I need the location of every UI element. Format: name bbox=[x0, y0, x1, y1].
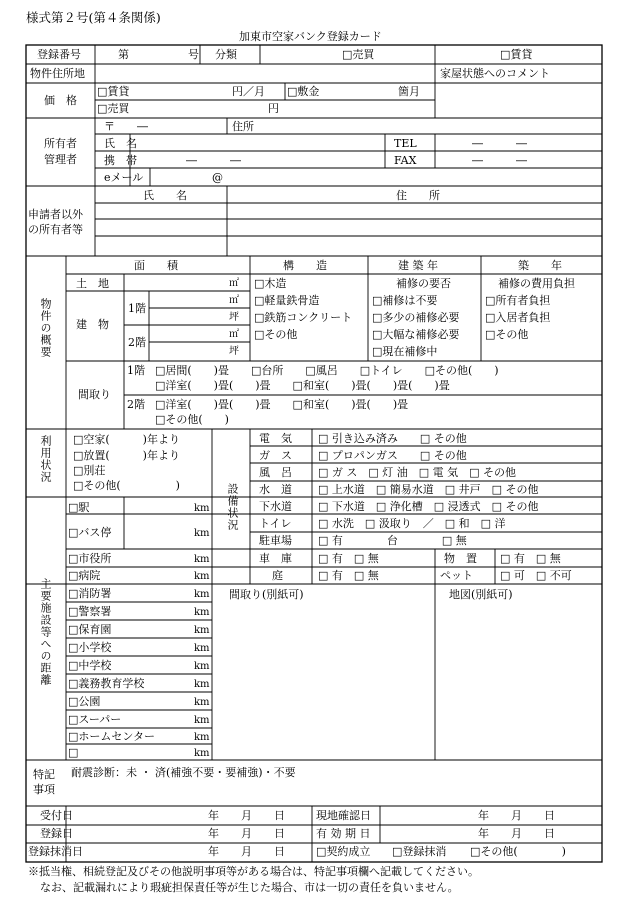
supermarket-checkbox[interactable]: □スーパー bbox=[68, 713, 122, 726]
area-header: 面 積 bbox=[134, 259, 178, 272]
form-number: 様式第２号(第４条関係) bbox=[26, 10, 161, 25]
cost-other-checkbox[interactable]: □その他 bbox=[485, 328, 529, 341]
floorplan-sketch-label: 間取り(別紙可) bbox=[229, 588, 304, 601]
tel-dash: ― ― bbox=[472, 137, 527, 150]
age-header: 築 年 bbox=[518, 259, 562, 272]
vacant-checkbox[interactable]: □空家( )年より bbox=[73, 433, 180, 446]
receipt-date-label: 受付日 bbox=[40, 809, 73, 822]
address-label: 物件住所地 bbox=[30, 67, 85, 80]
km-unit: km bbox=[194, 697, 210, 708]
fax-label: FAX bbox=[394, 154, 417, 167]
hospital-checkbox[interactable]: □病院 bbox=[68, 569, 101, 582]
land-m2: ㎡ bbox=[229, 278, 239, 289]
others-address-header: 住 所 bbox=[396, 189, 440, 202]
owner-name-label: 氏 名 bbox=[104, 137, 137, 150]
expiry-label: 有 効 期 日 bbox=[316, 827, 371, 840]
floor1-m2: ㎡ bbox=[229, 295, 239, 306]
wood-checkbox[interactable]: □木造 bbox=[254, 277, 287, 290]
home-center-checkbox[interactable]: □ホームセンター bbox=[68, 730, 155, 743]
police-checkbox[interactable]: □警察署 bbox=[68, 605, 112, 618]
manager-label: 管理者 bbox=[44, 153, 77, 166]
storage-value[interactable]: □ 有 □ 無 bbox=[500, 552, 561, 565]
fire-station-checkbox[interactable]: □消防署 bbox=[68, 587, 112, 600]
months-label: 箇月 bbox=[398, 85, 420, 98]
deregister-checkbox[interactable]: □登録抹消 bbox=[392, 845, 447, 858]
facility-value[interactable]: □ ガ ス □ 灯 油 □ 電 気 □ その他 bbox=[318, 466, 517, 479]
category-label: 分類 bbox=[215, 48, 237, 61]
site-check-date: 年 月 日 bbox=[478, 809, 555, 822]
land-label: 土 地 bbox=[76, 277, 109, 290]
km-unit: km bbox=[194, 571, 210, 582]
storage-label: 物 置 bbox=[444, 552, 477, 565]
go-label: 号 bbox=[188, 48, 199, 61]
blank-facility-checkbox[interactable]: □ bbox=[68, 746, 79, 759]
rc-checkbox[interactable]: □鉄筋コンクリート bbox=[254, 311, 353, 324]
facility-value[interactable]: □ 有 台 □ 無 bbox=[318, 534, 467, 547]
repair-need-header: 補修の要否 bbox=[396, 277, 451, 290]
registration-date-label: 登録日 bbox=[40, 827, 73, 840]
deregistration-label: 登録抹消日 bbox=[28, 845, 83, 858]
distance-label: 主要施設等への距離 bbox=[39, 578, 52, 686]
facility-name: 水 道 bbox=[259, 483, 292, 496]
contract-checkbox[interactable]: □契約成立 bbox=[316, 845, 371, 858]
notes-label-1: 特記 bbox=[33, 768, 55, 781]
km-unit: km bbox=[194, 679, 210, 690]
disclaimer-line1: ※抵当権、相続登記及びその他説明事項等がある場合は、特記事項欄へ記載してください。 bbox=[28, 865, 479, 878]
station-checkbox[interactable]: □駅 bbox=[68, 501, 90, 514]
others-name-header: 氏 名 bbox=[143, 189, 187, 202]
km-unit: km bbox=[194, 589, 210, 600]
deregistration-date: 年 月 日 bbox=[208, 845, 285, 858]
facility-value[interactable]: □ 水洗 □ 汲取り ／ □ 和 □ 洋 bbox=[318, 517, 506, 530]
email-label: eメール bbox=[104, 171, 144, 184]
pet-value[interactable]: □ 可 □ 不可 bbox=[500, 569, 572, 582]
floor1-label: 1階 bbox=[128, 302, 146, 315]
facility-name: 駐車場 bbox=[259, 534, 292, 547]
comment-label: 家屋状態へのコメント bbox=[440, 67, 550, 80]
facility-name: 車 庫 bbox=[259, 552, 292, 565]
km-unit: km bbox=[194, 554, 210, 565]
facility-name: ガ ス bbox=[259, 449, 292, 462]
receipt-date: 年 月 日 bbox=[208, 809, 285, 822]
no-repair-checkbox[interactable]: □補修は不要 bbox=[372, 294, 438, 307]
notes-label-2: 事項 bbox=[33, 783, 55, 796]
facility-value[interactable]: □ 上水道 □ 簡易水道 □ 井戸 □ その他 bbox=[318, 483, 539, 496]
floor1-tsubo: 坪 bbox=[229, 312, 239, 323]
km-unit: km bbox=[194, 607, 210, 618]
pet-label: ペット bbox=[440, 569, 473, 582]
facility-name: 庭 bbox=[272, 569, 283, 582]
others-label-1: 申請者以外 bbox=[28, 208, 83, 221]
reg-no-label: 登録番号 bbox=[37, 48, 81, 61]
usage-label: 利用状況 bbox=[39, 435, 52, 483]
km-unit: km bbox=[194, 528, 210, 539]
floor2-label: 2階 bbox=[128, 336, 146, 349]
mobile-label: 携 帯 bbox=[104, 154, 137, 167]
repair-cost-header: 補修の費用負担 bbox=[498, 277, 575, 290]
postal-code: 〒 ― bbox=[104, 120, 148, 133]
under-repair-checkbox[interactable]: □現在補修中 bbox=[372, 345, 438, 358]
facility-value[interactable]: □ 有 □ 無 bbox=[318, 569, 379, 582]
major-repair-checkbox[interactable]: □大幅な補修必要 bbox=[372, 328, 460, 341]
price-rent-checkbox[interactable]: □賃貸 bbox=[97, 85, 130, 98]
madori-f1-line1[interactable]: □居間( )畳 □台所 □風呂 □トイレ □その他( ) bbox=[155, 364, 499, 377]
expiry-date: 年 月 日 bbox=[478, 827, 555, 840]
price-yen-month: 円／月 bbox=[232, 85, 265, 98]
facility-value[interactable]: □ プロパンガス □ その他 bbox=[318, 449, 467, 462]
km-unit: km bbox=[194, 643, 210, 654]
page-title: 加東市空家バンク登録カード bbox=[239, 30, 382, 43]
owner-address-label: 住所 bbox=[232, 120, 254, 133]
facilities-label: 設備状況 bbox=[226, 483, 239, 531]
structure-other-checkbox[interactable]: □その他 bbox=[254, 328, 298, 341]
floorplan-label: 間取り bbox=[78, 388, 111, 401]
km-unit: km bbox=[194, 715, 210, 726]
floor2-m2: ㎡ bbox=[229, 329, 239, 340]
nursery-checkbox[interactable]: □保育園 bbox=[68, 623, 112, 636]
facility-name: 電 気 bbox=[259, 432, 292, 445]
km-unit: km bbox=[194, 748, 210, 759]
building-label: 建 物 bbox=[76, 318, 109, 331]
disclaimer-line2: なお、記載漏れにより瑕疵担保責任等が生じた場合、市は一切の責任を負いません。 bbox=[40, 881, 459, 894]
rent-checkbox[interactable]: □賃貸 bbox=[500, 48, 533, 61]
build-year-header: 建 築 年 bbox=[398, 259, 438, 272]
map-sketch-label: 地図(別紙可) bbox=[449, 588, 513, 601]
price-sale-checkbox[interactable]: □売買 bbox=[97, 102, 130, 115]
bus-stop-checkbox[interactable]: □バス停 bbox=[68, 526, 112, 539]
villa-checkbox[interactable]: □別荘 bbox=[73, 464, 106, 477]
mobile-dash: ― ― bbox=[186, 154, 241, 167]
owner-label: 所有者 bbox=[44, 137, 77, 150]
usage-other-checkbox[interactable]: □その他( ) bbox=[73, 479, 180, 492]
park-checkbox[interactable]: □公園 bbox=[68, 695, 101, 708]
facility-name: 下水道 bbox=[259, 500, 292, 513]
madori-f1-line2[interactable]: □洋室( )畳( )畳 □和室( )畳( )畳( )畳 bbox=[155, 379, 450, 392]
km-unit: km bbox=[194, 503, 210, 514]
facility-value[interactable]: □ 有 □ 無 bbox=[318, 552, 379, 565]
site-check-label: 現地確認日 bbox=[316, 809, 371, 822]
dai-label: 第 bbox=[118, 48, 129, 61]
madori-f1-label: 1階 bbox=[127, 364, 145, 377]
elementary-checkbox[interactable]: □小学校 bbox=[68, 641, 112, 654]
junior-high-checkbox[interactable]: □中学校 bbox=[68, 659, 112, 672]
fax-dash: ― ― bbox=[472, 154, 527, 167]
price-yen: 円 bbox=[268, 102, 279, 115]
tel-label: TEL bbox=[394, 137, 417, 150]
minor-repair-checkbox[interactable]: □多少の補修必要 bbox=[372, 311, 460, 324]
structure-header: 構 造 bbox=[283, 259, 327, 272]
madori-f2-label: 2階 bbox=[127, 398, 145, 411]
deposit-checkbox[interactable]: □敷金 bbox=[287, 85, 320, 98]
owner-pays-checkbox[interactable]: □所有者負担 bbox=[485, 294, 551, 307]
km-unit: km bbox=[194, 732, 210, 743]
floor2-tsubo: 坪 bbox=[229, 346, 239, 357]
madori-f2-line1[interactable]: □洋室( )畳( )畳 □和室( )畳( )畳 bbox=[155, 398, 409, 411]
abandoned-checkbox[interactable]: □放置( )年より bbox=[73, 449, 180, 462]
at-sign: @ bbox=[212, 171, 223, 184]
facility-value[interactable]: □ 引き込み済み □ その他 bbox=[318, 432, 467, 445]
tenant-pays-checkbox[interactable]: □入居者負担 bbox=[485, 311, 551, 324]
city-hall-checkbox[interactable]: □市役所 bbox=[68, 552, 112, 565]
light-steel-checkbox[interactable]: □軽量鉄骨造 bbox=[254, 294, 320, 307]
others-label-2: の所有者等 bbox=[28, 223, 83, 236]
km-unit: km bbox=[194, 625, 210, 636]
seismic-diagnosis[interactable]: 耐震診断：未 ・ 済(補強不要・要補強)・不要 bbox=[71, 766, 296, 779]
price-label: 価 格 bbox=[44, 94, 77, 107]
compulsory-school-checkbox[interactable]: □義務教育学校 bbox=[68, 677, 145, 690]
footer-other-checkbox[interactable]: □その他( ) bbox=[470, 845, 566, 858]
overview-label: 物件の概要 bbox=[39, 298, 52, 358]
madori-f2-line2[interactable]: □その他( ) bbox=[155, 413, 229, 426]
sale-checkbox[interactable]: □売買 bbox=[342, 48, 375, 61]
registration-date: 年 月 日 bbox=[208, 827, 285, 840]
km-unit: km bbox=[194, 661, 210, 672]
facility-name: 風 呂 bbox=[259, 466, 292, 479]
facility-value[interactable]: □ 下水道 □ 浄化槽 □ 浸透式 □ その他 bbox=[318, 500, 539, 513]
facility-name: トイレ bbox=[259, 517, 292, 530]
